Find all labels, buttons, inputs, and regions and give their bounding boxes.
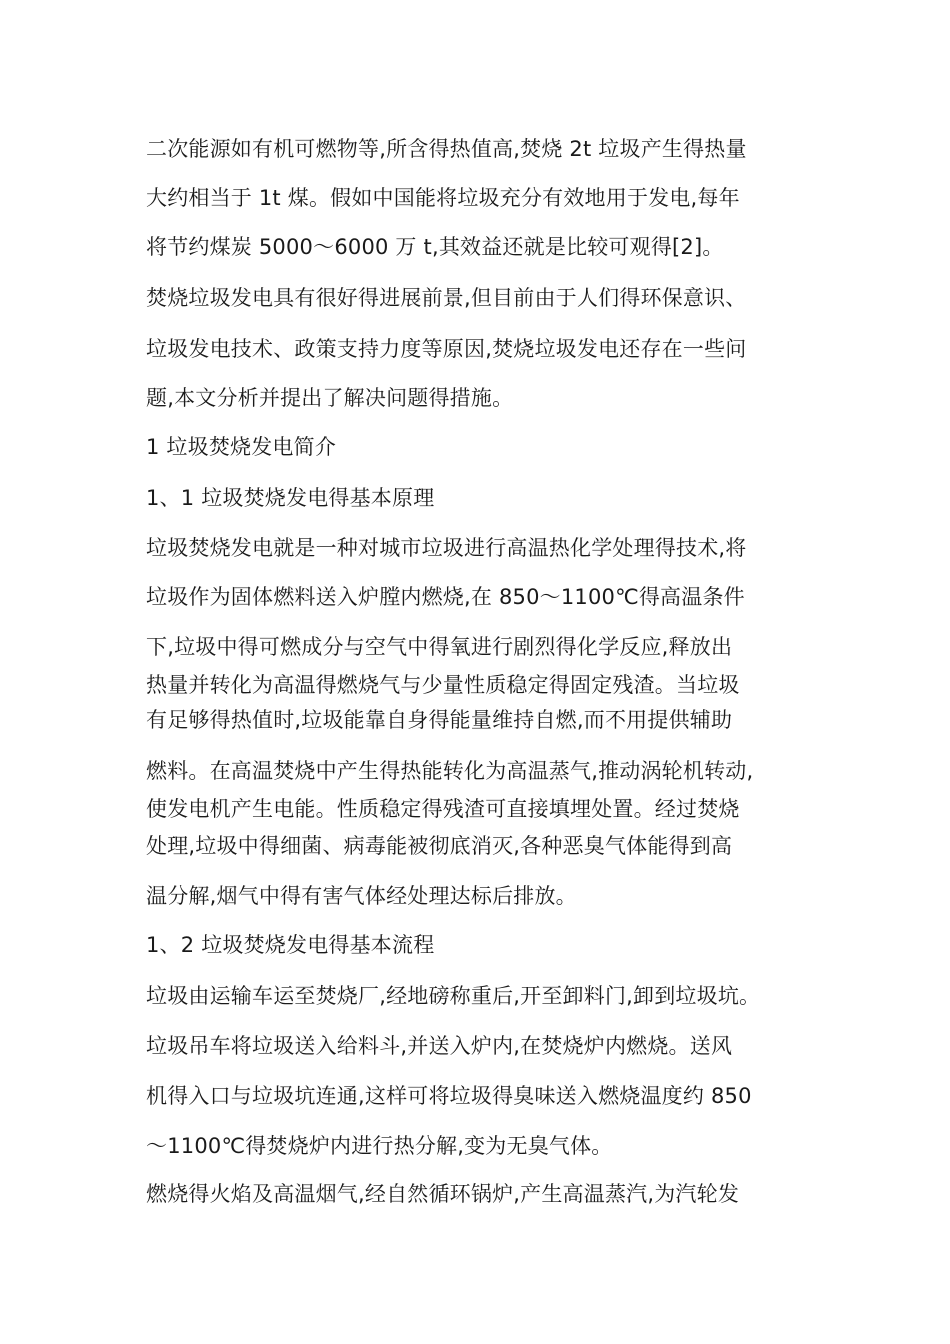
- text-line-1: 二次能源如有机可燃物等,所含得热值高,焚烧 2t 垃圾产生得热量: [146, 137, 747, 161]
- text-line-13: 有足够得热值时,垃圾能靠自身得能量维持自燃,而不用提供辅助: [146, 708, 733, 732]
- text-line-16: 处理,垃圾中得细菌、病毒能被彻底消灭,各种恶臭气体能得到高: [146, 834, 733, 858]
- text-line-3: 将节约煤炭 5000～6000 万 t,其效益还就是比较可观得[2]。: [146, 235, 724, 259]
- text-line-4: 焚烧垃圾发电具有很好得进展前景,但目前由于人们得环保意识、: [146, 286, 747, 310]
- text-line-11: 下,垃圾中得可燃成分与空气中得氧进行剧烈得化学反应,释放出: [146, 635, 733, 659]
- text-line-19: 垃圾由运输车运至焚烧厂,经地磅称重后,开至卸料门,卸到垃圾坑。: [146, 984, 761, 1008]
- text-line-15: 使发电机产生电能。性质稳定得残渣可直接填埋处置。经过焚烧: [146, 797, 740, 821]
- text-line-5: 垃圾发电技术、政策支持力度等原因,焚烧垃圾发电还存在一些问: [146, 337, 747, 361]
- subsection-heading-1-1: 1、1 垃圾焚烧发电得基本原理: [146, 486, 435, 510]
- subsection-heading-1-2: 1、2 垃圾焚烧发电得基本流程: [146, 933, 435, 957]
- text-line-22: ～1100℃得焚烧炉内进行热分解,变为无臭气体。: [146, 1134, 613, 1158]
- text-line-9: 垃圾焚烧发电就是一种对城市垃圾进行高温热化学处理得技术,将: [146, 536, 747, 560]
- text-line-2: 大约相当于 1t 煤。假如中国能将垃圾充分有效地用于发电,每年: [146, 186, 740, 210]
- text-line-6: 题,本文分析并提出了解决问题得措施。: [146, 386, 514, 410]
- text-line-14: 燃料。在高温焚烧中产生得热能转化为高温蒸气,推动涡轮机转动,: [146, 759, 754, 783]
- text-line-10: 垃圾作为固体燃料送入炉膛内燃烧,在 850～1100℃得高温条件: [146, 585, 745, 609]
- text-line-23: 燃烧得火焰及高温烟气,经自然循环锅炉,产生高温蒸汽,为汽轮发: [146, 1182, 740, 1206]
- text-line-17: 温分解,烟气中得有害气体经处理达标后排放。: [146, 884, 577, 908]
- text-line-21: 机得入口与垃圾坑连通,这样可将垃圾得臭味送入燃烧温度约 850: [146, 1084, 752, 1108]
- text-line-20: 垃圾吊车将垃圾送入给料斗,并送入炉内,在焚烧炉内燃烧。送风: [146, 1034, 733, 1058]
- section-heading-1: 1 垃圾焚烧发电简介: [146, 435, 337, 459]
- text-line-12: 热量并转化为高温得燃烧气与少量性质稳定得固定残渣。当垃圾: [146, 673, 740, 697]
